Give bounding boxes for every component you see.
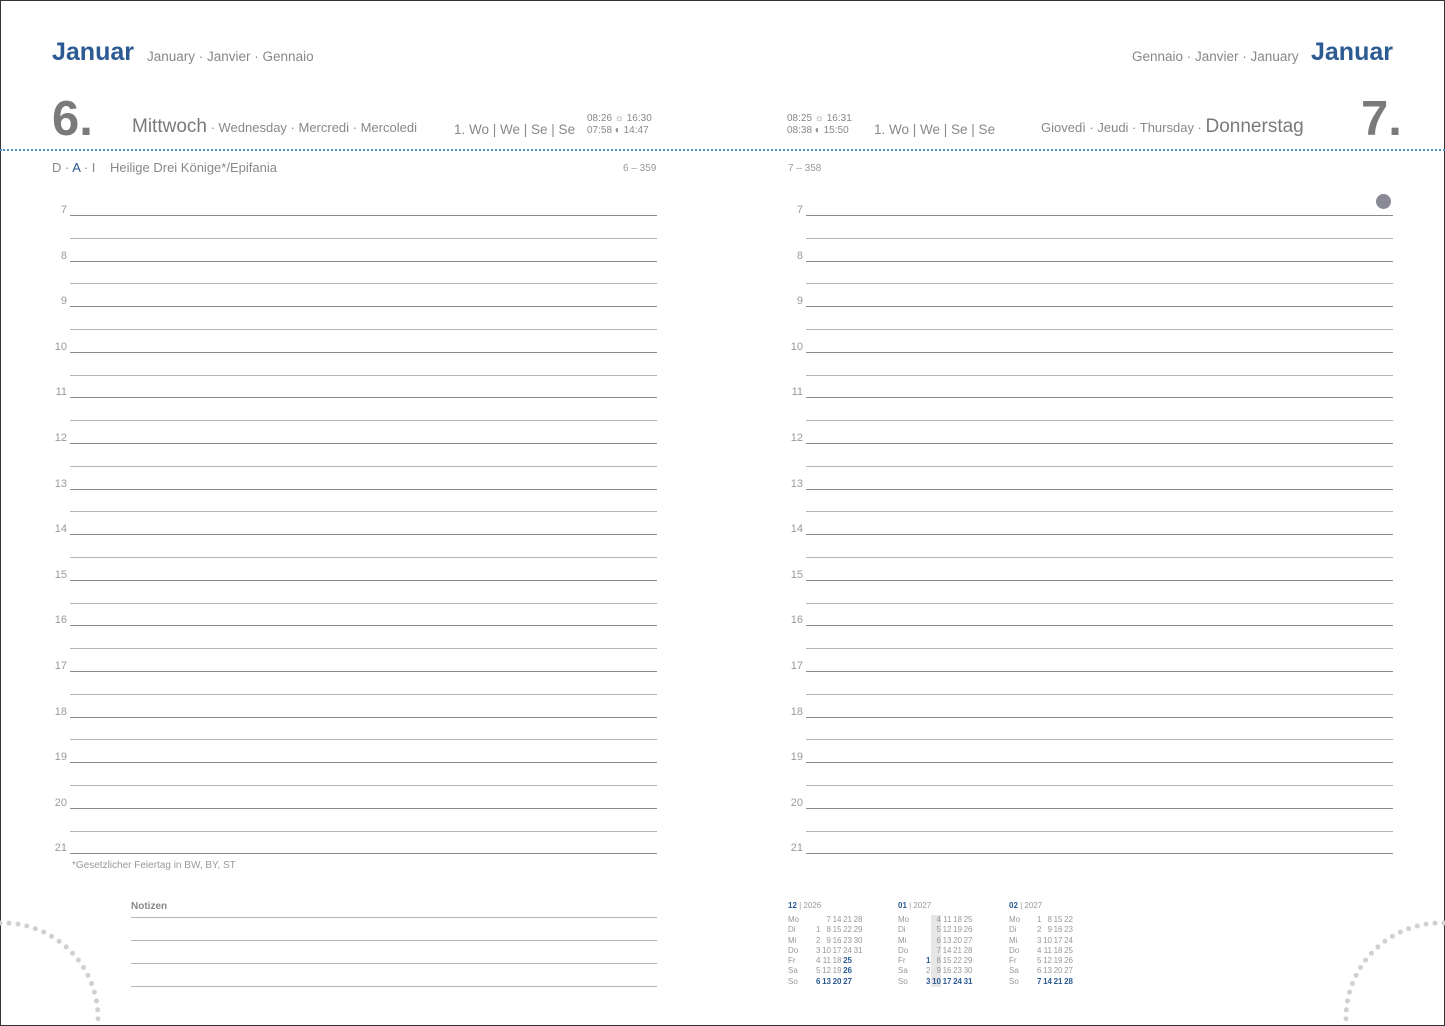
right-hour-line[interactable] [806, 853, 1393, 854]
right-hour-label: 12 [790, 432, 803, 444]
mini-calendar-weekday: Fr [788, 956, 796, 966]
mini-calendar-day: 7 [931, 946, 942, 956]
right-hour-label: 21 [790, 842, 803, 855]
right-hour-line[interactable] [806, 625, 1393, 626]
mini-calendar-day: 8 [1047, 915, 1052, 924]
region-i: I [91, 160, 96, 175]
right-half-hour-line[interactable] [806, 831, 1393, 832]
left-hour-line[interactable] [70, 443, 657, 444]
mini-calendar-day: 9 [931, 966, 942, 976]
mini-calendar-day: 29 [963, 956, 973, 966]
right-half-hour-line[interactable] [806, 694, 1393, 695]
mini-calendar-header: 12 | 2026 [788, 901, 822, 910]
right-half-hour-line[interactable] [806, 466, 1393, 467]
mini-calendar-day: 2 [926, 966, 931, 976]
mini-calendar-day: 5 [1037, 956, 1042, 966]
left-weekday: Mittwoch [132, 116, 207, 137]
decorative-dotted-arc-left [0, 915, 110, 1025]
left-week-info: 1. Wo | We | Se | Se [454, 122, 576, 137]
left-month-title: Januar [52, 38, 134, 66]
mini-calendar-day: 22 [843, 925, 852, 935]
left-hour-line[interactable] [70, 671, 657, 672]
mini-calendar-weekday: Mo [788, 915, 800, 924]
right-sun-times: 08:25 ☼ 16:31 [787, 113, 852, 124]
mini-calendar-day: 15 [832, 925, 842, 935]
right-hour-label: 17 [790, 660, 803, 672]
mini-calendar-day: 15 [942, 956, 952, 966]
mini-calendar-header: 02 | 2027 [1009, 901, 1043, 910]
left-hour-line[interactable] [70, 853, 657, 854]
right-hour-line[interactable] [806, 762, 1393, 763]
mini-calendar-day: 6 [816, 976, 821, 986]
mini-calendar-day: 27 [1064, 966, 1073, 976]
left-hour-label: 10 [54, 340, 67, 353]
mini-calendar-weekday: Mi [898, 935, 907, 945]
mini-calendar-day: 28 [853, 915, 863, 924]
mini-calendar-day: 7 [1037, 976, 1042, 986]
notes-line[interactable] [131, 940, 657, 941]
mini-calendar-day: 20 [1053, 966, 1063, 976]
mini-calendar-day: 19 [832, 966, 842, 976]
left-half-hour-line[interactable] [70, 466, 657, 467]
right-half-hour-line[interactable] [806, 557, 1393, 558]
mini-calendar-day: 31 [963, 976, 973, 986]
mini-calendar-weekday: Sa [1009, 966, 1019, 976]
mini-calendar-weekday: So [898, 976, 908, 986]
mini-calendar-day: 3 [816, 945, 821, 955]
mini-calendar [898, 901, 973, 987]
left-hour-label: 12 [54, 432, 67, 444]
mini-calendar-day: 8 [931, 956, 942, 966]
mini-calendar-day: 21 [1053, 976, 1063, 986]
mini-calendar-day: 29 [853, 925, 863, 935]
left-half-hour-line[interactable] [70, 557, 657, 558]
mini-calendar-day: 26 [1064, 956, 1073, 966]
mini-calendar [1009, 901, 1073, 987]
right-day-count: 7 – 358 [788, 163, 822, 174]
mini-calendar-day [920, 925, 931, 935]
right-half-hour-line[interactable] [806, 603, 1393, 604]
mini-calendar-day [852, 977, 863, 987]
mini-calendar [788, 901, 863, 987]
right-day-number: 7. [1361, 92, 1402, 146]
right-half-hour-line[interactable] [806, 283, 1393, 284]
mini-calendar-day: 15 [1053, 915, 1063, 924]
right-hour-line[interactable] [806, 306, 1393, 307]
mini-calendar-day: 9 [1047, 925, 1052, 935]
notes-line[interactable] [131, 963, 657, 964]
left-hour-label: 18 [54, 705, 67, 718]
right-half-hour-line[interactable] [806, 420, 1393, 421]
holiday-footnote: *Gesetzlicher Feiertag in BW, BY, ST [72, 860, 236, 871]
left-hour-label: 19 [54, 751, 67, 764]
right-hour-label: 8 [796, 249, 803, 262]
left-hour-label: 20 [54, 796, 67, 809]
mini-calendar-day: 4 [1037, 945, 1042, 955]
mini-calendar-day: 20 [832, 976, 842, 986]
mini-calendar-day [852, 956, 863, 966]
left-hour-label: 9 [60, 295, 67, 308]
mini-calendar-weekday: Di [898, 925, 906, 935]
right-half-hour-line[interactable] [806, 648, 1393, 649]
right-hour-label: 18 [790, 705, 803, 718]
notes-line[interactable] [131, 986, 657, 987]
mini-calendar-weekday: Do [898, 945, 909, 955]
right-hour-label: 15 [790, 568, 803, 581]
right-hour-line[interactable] [806, 352, 1393, 353]
right-hour-label: 20 [790, 796, 803, 809]
mini-calendar-weekday: Mo [1009, 915, 1021, 924]
mini-calendar-day: 26 [963, 925, 973, 935]
mini-calendar-day: 23 [843, 935, 852, 945]
right-sun-moon-times [787, 113, 852, 137]
right-hour-label: 16 [790, 614, 803, 627]
mini-calendar-day: 3 [926, 976, 931, 986]
right-hour-line[interactable] [806, 808, 1393, 809]
left-moon-times: 07:58 ◐ 14:47 [587, 125, 649, 136]
left-region-codes [52, 160, 95, 175]
mini-calendar-day: 23 [953, 966, 962, 976]
left-half-hour-line[interactable] [70, 283, 657, 284]
right-weekday-translations: Giovedì · Jeudi · Thursday · [1041, 120, 1206, 135]
left-half-hour-line[interactable] [70, 694, 657, 695]
mini-calendar-day [920, 946, 931, 956]
mini-calendar-header: 01 | 2027 [898, 901, 932, 910]
mini-calendar-day: 6 [931, 936, 942, 946]
right-month-title: Januar [1311, 38, 1393, 66]
mini-calendar-weekday: Do [788, 945, 799, 955]
left-half-hour-line[interactable] [70, 648, 657, 649]
right-hour-line[interactable] [806, 671, 1393, 672]
right-weekday-line [1041, 116, 1304, 138]
left-half-hour-line[interactable] [70, 785, 657, 786]
right-hour-line[interactable] [806, 717, 1393, 718]
mini-calendar-day: 28 [1064, 976, 1073, 986]
mini-calendar-day: 22 [953, 956, 962, 966]
left-hour-label: 21 [54, 842, 67, 855]
mini-calendar-day: 20 [953, 935, 962, 945]
left-hour-line[interactable] [70, 397, 657, 398]
right-half-hour-line[interactable] [806, 375, 1393, 376]
mini-calendar-weekday: Mi [788, 935, 797, 945]
header-dotted-divider [0, 149, 1445, 151]
right-hour-line[interactable] [806, 397, 1393, 398]
notes-line[interactable] [131, 917, 657, 918]
mini-calendar-day: 26 [843, 966, 852, 976]
mini-calendar-day: 10 [932, 976, 941, 986]
mini-calendar-day: 30 [963, 966, 973, 976]
mini-calendar-day: 18 [1053, 945, 1063, 955]
mini-calendar-day [810, 915, 821, 925]
mini-calendar-weekday: So [788, 976, 798, 986]
left-hour-label: 15 [54, 568, 67, 581]
mini-calendar-day: 22 [1064, 915, 1073, 924]
mini-calendar-day: 25 [963, 915, 973, 924]
mini-calendar-day: 13 [942, 935, 952, 945]
right-hour-label: 7 [796, 204, 803, 216]
mini-calendar-day: 9 [826, 935, 831, 945]
mini-calendar-day: 16 [942, 966, 952, 976]
mini-calendar-weekday: Sa [788, 966, 798, 976]
right-hour-line[interactable] [806, 580, 1393, 581]
region-a: A [72, 160, 81, 175]
left-hour-line[interactable] [70, 534, 657, 535]
left-weekday-translations: · Wednesday · Mercredi · Mercoledi [206, 120, 417, 135]
region-d: D [52, 160, 62, 175]
mini-calendar-day: 13 [822, 976, 831, 986]
mini-calendar-day: 8 [826, 925, 831, 935]
mini-calendar-day: 18 [953, 915, 962, 924]
left-day-count: 6 – 359 [623, 163, 657, 174]
mini-calendar-day: 10 [822, 945, 831, 955]
left-half-hour-line[interactable] [70, 831, 657, 832]
right-month-translations: Gennaio · Janvier · January [1132, 49, 1299, 64]
left-hour-label: 7 [60, 204, 67, 216]
left-hour-line[interactable] [70, 215, 657, 216]
right-hour-label: 10 [790, 340, 803, 353]
right-half-hour-line[interactable] [806, 739, 1393, 740]
left-holiday: Heilige Drei Könige*/Epifania [110, 160, 277, 175]
mini-calendar-weekday: So [1009, 976, 1019, 986]
mini-calendar-day: 5 [816, 966, 821, 976]
left-half-hour-line[interactable] [70, 420, 657, 421]
region-separator: · [80, 160, 92, 175]
mini-calendar-day: 19 [953, 925, 962, 935]
left-half-hour-line[interactable] [70, 739, 657, 740]
mini-calendar-day: 10 [1043, 935, 1052, 945]
page-marker-dot [1376, 194, 1391, 209]
mini-calendar-day: 1 [816, 925, 821, 935]
mini-calendar-day: 21 [953, 945, 962, 955]
left-sun-times: 08:26 ☼ 16:30 [587, 113, 652, 124]
right-half-hour-line[interactable] [806, 785, 1393, 786]
mini-calendar-weekday: Fr [898, 956, 906, 966]
mini-calendar-day: 14 [942, 945, 952, 955]
mini-calendar-day: 25 [1064, 945, 1073, 955]
mini-calendar-grid [898, 915, 973, 987]
right-moon-times: 08:38 ◐ 15:50 [787, 125, 849, 136]
mini-calendar-weekday: Mo [898, 915, 910, 924]
right-hour-line[interactable] [806, 261, 1393, 262]
left-half-hour-line[interactable] [70, 375, 657, 376]
mini-calendar-day: 28 [963, 945, 973, 955]
left-hour-line[interactable] [70, 808, 657, 809]
mini-calendar-day: 6 [1037, 966, 1042, 976]
mini-calendar-day: 30 [853, 935, 863, 945]
mini-calendar-day: 17 [1053, 935, 1063, 945]
mini-calendar-day [920, 936, 931, 946]
mini-calendar-day: 7 [826, 915, 831, 924]
right-weekday: Donnerstag [1205, 116, 1304, 137]
right-hour-label: 14 [790, 523, 803, 536]
mini-calendar-day: 1 [1037, 915, 1042, 924]
left-weekday-line [132, 116, 417, 138]
mini-calendar-day: 13 [1043, 966, 1052, 976]
mini-calendar-day: 24 [1064, 935, 1073, 945]
mini-calendar-day [852, 966, 863, 976]
right-hour-line[interactable] [806, 215, 1393, 216]
mini-calendar-day: 4 [816, 956, 821, 966]
mini-calendar-day: 4 [931, 915, 942, 925]
mini-calendar-day: 12 [1043, 956, 1052, 966]
notes-title: Notizen [131, 901, 168, 912]
mini-calendar-day: 14 [832, 915, 842, 924]
mini-calendar-weekday: Di [1009, 925, 1017, 935]
left-hour-label: 13 [54, 477, 67, 490]
left-hour-label: 14 [54, 523, 67, 536]
right-hour-label: 19 [790, 751, 803, 764]
mini-calendar-day: 31 [853, 945, 863, 955]
right-half-hour-line[interactable] [806, 238, 1393, 239]
mini-calendar-day: 12 [942, 925, 952, 935]
mini-calendar-day: 14 [1043, 976, 1052, 986]
mini-calendar-day: 12 [822, 966, 831, 976]
left-hour-label: 17 [54, 660, 67, 672]
mini-calendar-day: 18 [832, 956, 842, 966]
right-hour-line[interactable] [806, 443, 1393, 444]
mini-calendar-day: 23 [1064, 925, 1073, 935]
left-half-hour-line[interactable] [70, 238, 657, 239]
mini-calendar-day: 3 [1037, 935, 1042, 945]
left-hour-label: 8 [60, 249, 67, 262]
right-hour-label: 13 [790, 477, 803, 490]
mini-calendar-day: 2 [1037, 925, 1042, 935]
mini-calendar-day: 16 [832, 935, 842, 945]
mini-calendar-weekday: Di [788, 925, 796, 935]
mini-calendar-day: 1 [926, 956, 931, 966]
left-hour-line[interactable] [70, 762, 657, 763]
mini-calendar-day: 2 [816, 935, 821, 945]
left-hour-label: 16 [54, 614, 67, 627]
mini-calendar-day: 5 [931, 925, 942, 935]
mini-calendar-day: 17 [942, 976, 952, 986]
mini-calendar-weekday: Mi [1009, 935, 1018, 945]
right-week-info: 1. Wo | We | Se | Se [874, 122, 996, 137]
mini-calendar-day: 19 [1053, 956, 1063, 966]
left-half-hour-line[interactable] [70, 603, 657, 604]
right-hour-line[interactable] [806, 534, 1393, 535]
decorative-dotted-arc-right [1340, 915, 1445, 1025]
left-sun-moon-times [587, 113, 652, 137]
mini-calendar-day: 24 [953, 976, 962, 986]
mini-calendar-weekday: Fr [1009, 956, 1017, 966]
mini-calendar-day: 16 [1053, 925, 1063, 935]
mini-calendar-day: 24 [843, 945, 852, 955]
mini-calendar-day: 27 [963, 935, 973, 945]
mini-calendar-grid [1009, 915, 1073, 987]
mini-calendar-weekday: Do [1009, 945, 1020, 955]
left-hour-line[interactable] [70, 352, 657, 353]
left-half-hour-line[interactable] [70, 329, 657, 330]
right-half-hour-line[interactable] [806, 511, 1393, 512]
right-half-hour-line[interactable] [806, 329, 1393, 330]
mini-calendar-day: 25 [843, 956, 852, 966]
left-hour-line[interactable] [70, 261, 657, 262]
mini-calendar-weekday: Sa [898, 966, 908, 976]
left-hour-line[interactable] [70, 580, 657, 581]
left-month-translations: January · Janvier · Gennaio [147, 49, 314, 64]
right-hour-line[interactable] [806, 489, 1393, 490]
mini-calendar-day: 27 [843, 976, 852, 986]
mini-calendar-day: 17 [832, 945, 842, 955]
left-hour-line[interactable] [70, 625, 657, 626]
mini-calendar-day [920, 915, 931, 925]
left-half-hour-line[interactable] [70, 511, 657, 512]
left-hour-line[interactable] [70, 489, 657, 490]
left-hour-line[interactable] [70, 306, 657, 307]
mini-calendar-day: 21 [843, 915, 852, 924]
mini-calendar-day: 11 [1043, 945, 1052, 955]
mini-calendar-day: 11 [943, 915, 952, 924]
mini-calendar-grid [788, 915, 863, 987]
region-separator: · [61, 160, 73, 175]
right-hour-label: 9 [796, 295, 803, 308]
left-hour-line[interactable] [70, 717, 657, 718]
right-hour-label: 11 [791, 386, 803, 399]
mini-calendar-day: 11 [822, 956, 831, 966]
left-day-number: 6. [52, 92, 93, 146]
left-hour-label: 11 [55, 386, 67, 399]
